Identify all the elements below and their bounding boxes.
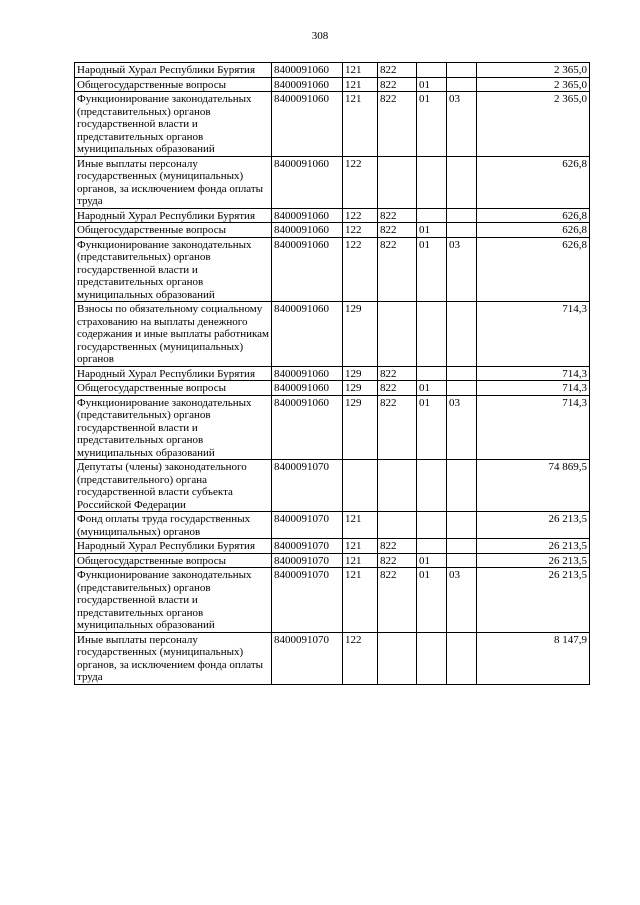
- table-row: [75, 92, 590, 157]
- row-expense-type-cell: 122: [343, 156, 378, 208]
- row-admin-code-cell: 822: [378, 381, 417, 396]
- row-subsection-cell: [447, 460, 477, 512]
- row-name-cell: Народный Хурал Республики Бурятия: [75, 63, 272, 78]
- table-row: [75, 237, 590, 302]
- row-name-cell: Функционирование законодательных (представительных) органов государственной власти и представительных органов муниципальных образований: [75, 92, 272, 157]
- table-row: [75, 63, 590, 78]
- row-subsection-cell: 03: [447, 92, 477, 157]
- row-expense-type-cell: 122: [343, 208, 378, 223]
- row-name-cell: Народный Хурал Республики Бурятия: [75, 539, 272, 554]
- row-amount-cell: 714,3: [477, 381, 590, 396]
- row-admin-code-cell: 822: [378, 63, 417, 78]
- table-row: [75, 512, 590, 539]
- row-section-cell: [417, 208, 447, 223]
- row-code-cell: 8400091060: [272, 156, 343, 208]
- row-amount-cell: 26 213,5: [477, 568, 590, 633]
- row-expense-type-cell: 129: [343, 366, 378, 381]
- row-subsection-cell: [447, 156, 477, 208]
- table-row: [75, 77, 590, 92]
- row-admin-code-cell: [378, 302, 417, 367]
- page-number: 308: [311, 30, 329, 42]
- row-expense-type-cell: [343, 460, 378, 512]
- row-expense-type-cell: 121: [343, 568, 378, 633]
- row-admin-code-cell: 822: [378, 223, 417, 238]
- table-row: [75, 395, 590, 460]
- row-code-cell: 8400091060: [272, 223, 343, 238]
- row-name-cell: Общегосударственные вопросы: [75, 223, 272, 238]
- row-code-cell: 8400091070: [272, 553, 343, 568]
- row-name-cell: Общегосударственные вопросы: [75, 553, 272, 568]
- row-amount-cell: 714,3: [477, 366, 590, 381]
- row-expense-type-cell: 122: [343, 237, 378, 302]
- row-code-cell: 8400091070: [272, 512, 343, 539]
- row-expense-type-cell: 122: [343, 632, 378, 684]
- row-code-cell: 8400091060: [272, 302, 343, 367]
- row-section-cell: 01: [417, 223, 447, 238]
- row-name-cell: Взносы по обязательному социальному страхованию на выплаты денежного содержания и иные выплаты работникам государственных (муниципальных) органов: [75, 302, 272, 367]
- row-admin-code-cell: 822: [378, 539, 417, 554]
- row-section-cell: [417, 512, 447, 539]
- row-admin-code-cell: 822: [378, 366, 417, 381]
- row-section-cell: [417, 156, 447, 208]
- row-name-cell: Народный Хурал Республики Бурятия: [75, 208, 272, 223]
- row-name-cell: Общегосударственные вопросы: [75, 77, 272, 92]
- table-row: [75, 366, 590, 381]
- row-subsection-cell: [447, 302, 477, 367]
- row-code-cell: 8400091060: [272, 237, 343, 302]
- row-subsection-cell: [447, 381, 477, 396]
- row-name-cell: Общегосударственные вопросы: [75, 381, 272, 396]
- row-code-cell: 8400091060: [272, 208, 343, 223]
- row-code-cell: 8400091070: [272, 568, 343, 633]
- row-name-cell: Депутаты (члены) законодательного (представительного) органа государственной власти субъекта Российской Федерации: [75, 460, 272, 512]
- row-amount-cell: 2 365,0: [477, 77, 590, 92]
- row-expense-type-cell: 129: [343, 302, 378, 367]
- row-subsection-cell: 03: [447, 237, 477, 302]
- row-amount-cell: 2 365,0: [477, 92, 590, 157]
- row-section-cell: 01: [417, 553, 447, 568]
- row-expense-type-cell: 121: [343, 77, 378, 92]
- row-code-cell: 8400091060: [272, 92, 343, 157]
- budget-table: [74, 62, 590, 685]
- row-expense-type-cell: 121: [343, 553, 378, 568]
- table-row: [75, 208, 590, 223]
- table-row: [75, 460, 590, 512]
- row-section-cell: [417, 632, 447, 684]
- row-admin-code-cell: 822: [378, 553, 417, 568]
- table-row: [75, 156, 590, 208]
- row-amount-cell: 26 213,5: [477, 539, 590, 554]
- row-section-cell: 01: [417, 77, 447, 92]
- row-subsection-cell: 03: [447, 568, 477, 633]
- row-expense-type-cell: 121: [343, 512, 378, 539]
- row-section-cell: 01: [417, 568, 447, 633]
- row-admin-code-cell: [378, 460, 417, 512]
- row-code-cell: 8400091070: [272, 632, 343, 684]
- row-expense-type-cell: 129: [343, 381, 378, 396]
- row-subsection-cell: [447, 632, 477, 684]
- row-subsection-cell: [447, 77, 477, 92]
- row-amount-cell: 8 147,9: [477, 632, 590, 684]
- row-amount-cell: 714,3: [477, 302, 590, 367]
- row-code-cell: 8400091060: [272, 77, 343, 92]
- row-admin-code-cell: 822: [378, 77, 417, 92]
- row-section-cell: [417, 460, 447, 512]
- row-section-cell: [417, 302, 447, 367]
- row-subsection-cell: [447, 208, 477, 223]
- row-subsection-cell: 03: [447, 395, 477, 460]
- table-row: [75, 568, 590, 633]
- row-expense-type-cell: 121: [343, 63, 378, 78]
- row-subsection-cell: [447, 512, 477, 539]
- budget-table-body: [75, 63, 590, 685]
- row-section-cell: 01: [417, 237, 447, 302]
- row-section-cell: 01: [417, 395, 447, 460]
- row-code-cell: 8400091070: [272, 539, 343, 554]
- row-admin-code-cell: [378, 156, 417, 208]
- row-name-cell: Функционирование законодательных (представительных) органов государственной власти и представительных органов муниципальных образований: [75, 395, 272, 460]
- row-section-cell: [417, 366, 447, 381]
- row-admin-code-cell: 822: [378, 92, 417, 157]
- row-expense-type-cell: 129: [343, 395, 378, 460]
- row-name-cell: Фонд оплаты труда государственных (муниципальных) органов: [75, 512, 272, 539]
- row-amount-cell: 26 213,5: [477, 553, 590, 568]
- row-amount-cell: 626,8: [477, 156, 590, 208]
- row-subsection-cell: [447, 63, 477, 78]
- row-admin-code-cell: 822: [378, 568, 417, 633]
- row-section-cell: [417, 539, 447, 554]
- row-expense-type-cell: 121: [343, 539, 378, 554]
- row-amount-cell: 74 869,5: [477, 460, 590, 512]
- row-admin-code-cell: [378, 512, 417, 539]
- row-amount-cell: 714,3: [477, 395, 590, 460]
- table-row: [75, 223, 590, 238]
- row-subsection-cell: [447, 553, 477, 568]
- row-amount-cell: 626,8: [477, 208, 590, 223]
- row-section-cell: [417, 63, 447, 78]
- table-row: [75, 302, 590, 367]
- row-name-cell: Функционирование законодательных (представительных) органов государственной власти и представительных органов муниципальных образований: [75, 568, 272, 633]
- row-name-cell: Иные выплаты персоналу государственных (муниципальных) органов, за исключением фонда оплаты труда: [75, 156, 272, 208]
- row-name-cell: Иные выплаты персоналу государственных (муниципальных) органов, за исключением фонда оплаты труда: [75, 632, 272, 684]
- table-row: [75, 539, 590, 554]
- table-row: [75, 632, 590, 684]
- row-name-cell: Народный Хурал Республики Бурятия: [75, 366, 272, 381]
- table-row: [75, 381, 590, 396]
- row-subsection-cell: [447, 539, 477, 554]
- row-expense-type-cell: 122: [343, 223, 378, 238]
- row-expense-type-cell: 121: [343, 92, 378, 157]
- row-section-cell: 01: [417, 381, 447, 396]
- row-amount-cell: 26 213,5: [477, 512, 590, 539]
- row-amount-cell: 2 365,0: [477, 63, 590, 78]
- row-code-cell: 8400091060: [272, 366, 343, 381]
- row-admin-code-cell: [378, 632, 417, 684]
- row-code-cell: 8400091060: [272, 63, 343, 78]
- row-name-cell: Функционирование законодательных (представительных) органов государственной власти и представительных органов муниципальных образований: [75, 237, 272, 302]
- row-section-cell: 01: [417, 92, 447, 157]
- row-subsection-cell: [447, 223, 477, 238]
- table-row: [75, 553, 590, 568]
- row-code-cell: 8400091060: [272, 395, 343, 460]
- row-amount-cell: 626,8: [477, 237, 590, 302]
- row-admin-code-cell: 822: [378, 208, 417, 223]
- row-admin-code-cell: 822: [378, 237, 417, 302]
- row-subsection-cell: [447, 366, 477, 381]
- row-admin-code-cell: 822: [378, 395, 417, 460]
- row-amount-cell: 626,8: [477, 223, 590, 238]
- row-code-cell: 8400091060: [272, 381, 343, 396]
- row-code-cell: 8400091070: [272, 460, 343, 512]
